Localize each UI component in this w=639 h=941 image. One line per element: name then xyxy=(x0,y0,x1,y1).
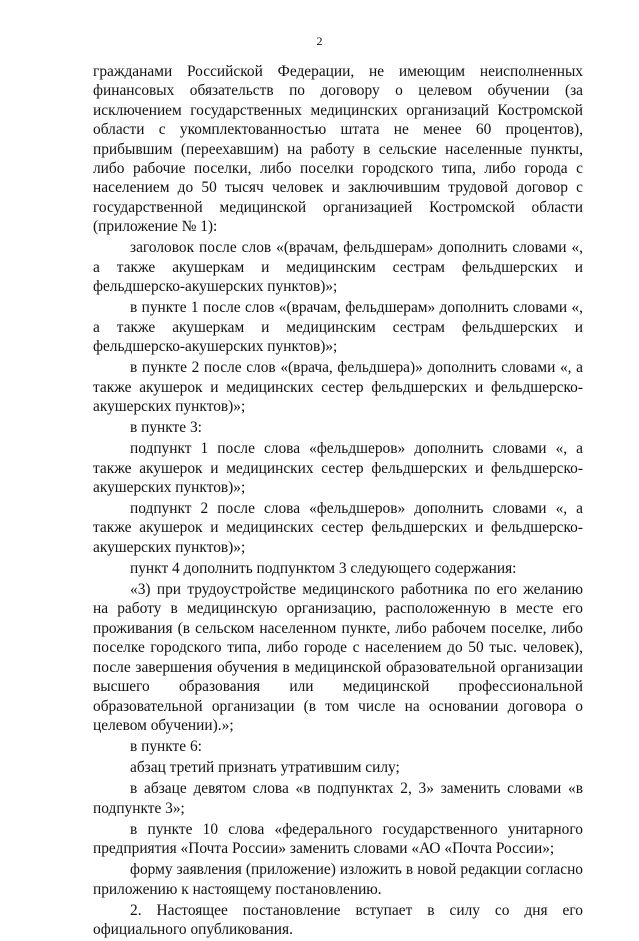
paragraph-effective-date: 2. Настоящее постановление вступает в силу со дня его официального опубликования. xyxy=(93,901,583,939)
paragraph-new-subitem-3: «3) при трудоустройстве медицинского работника по его желанию на работу в медицинскую организацию, расположенную в месте его проживания (в сельском населенном пункте, либо рабочем поселке, либо поселке городского типа, либо городе с населением до 50 тыс. человек), после завершения обучения в медицинской образовательной организации высшего образования или медицинской профессиональной образовательной организации (в том числе на основании договора о целевом обучении).»; xyxy=(93,581,583,734)
paragraph-form-amendment: форму заявления (приложение) изложить в новой редакции согласно приложению к настоящему постановлению. xyxy=(93,861,583,898)
paragraph-item-6-intro: в пункте 6: xyxy=(130,738,202,755)
paragraph-heading-amendment: заголовок после слов «(врачам, фельдшерам» дополнить словами «, а также акушеркам и медицинским сестрам фельдшерских и фельдшерско-акушерских пунктов)»; xyxy=(93,239,583,296)
paragraph-subitem-2-amendment: подпункт 2 после слова «фельдшеров» дополнить словами «, а также акушерок и медицинских сестер фельдшерских и фельдшерско-акушерских пунктов)»; xyxy=(93,500,583,556)
paragraph-subitem-1-amendment: подпункт 1 после слова «фельдшеров» дополнить словами «, а также акушерок и медицинских сестер фельдшерских и фельдшерско-акушерских пунктов)»; xyxy=(93,440,583,496)
paragraph-continuation: гражданами Российской Федерации, не имеющим неисполненных финансовых обязательств по договору о целевом обучении (за исключением государственных медицинских организаций Костромской области с укомплектованностью штата не менее 60 процентов), прибывшим (переехавшим) на работу в сельские населенные пункты, либо рабочие поселки, либо поселки городского типа, либо города с населением до 50 тысяч человек и заключившим трудовой договор с государственной медицинской организацией Костромской области (приложение № 1): xyxy=(93,63,583,236)
paragraph-item-1-amendment: в пункте 1 после слов «(врачам, фельдшерам» дополнить словами «, а также акушеркам и медицинским сестрам фельдшерских и фельдшерско-акушерских пунктов)»; xyxy=(93,299,583,356)
paragraph-item-10-amendment: в пункте 10 слова «федерального государственного унитарного предприятия «Почта России» заменить словами «АО «Почта России»; xyxy=(93,820,583,858)
paragraph-item-6-abzac-3: абзац третий признать утратившим силу; xyxy=(130,759,400,777)
page-number: 2 xyxy=(316,34,323,48)
paragraph-item-4-intro: пункт 4 дополнить подпунктом 3 следующего содержания: xyxy=(130,559,517,577)
paragraph-item-2-amendment: в пункте 2 после слов «(врача, фельдшера)» дополнить словами «, а также акушерок и медицинских сестер фельдшерских и фельдшерско-акушерских пунктов)»; xyxy=(93,359,583,415)
paragraph-item-6-abzac-9: в абзаце девятом слова «в подпунктах 2, 3» заменить словами «в подпункте 3»; xyxy=(93,780,583,817)
paragraph-item-3-intro: в пункте 3: xyxy=(130,419,202,437)
document-body xyxy=(93,62,583,941)
